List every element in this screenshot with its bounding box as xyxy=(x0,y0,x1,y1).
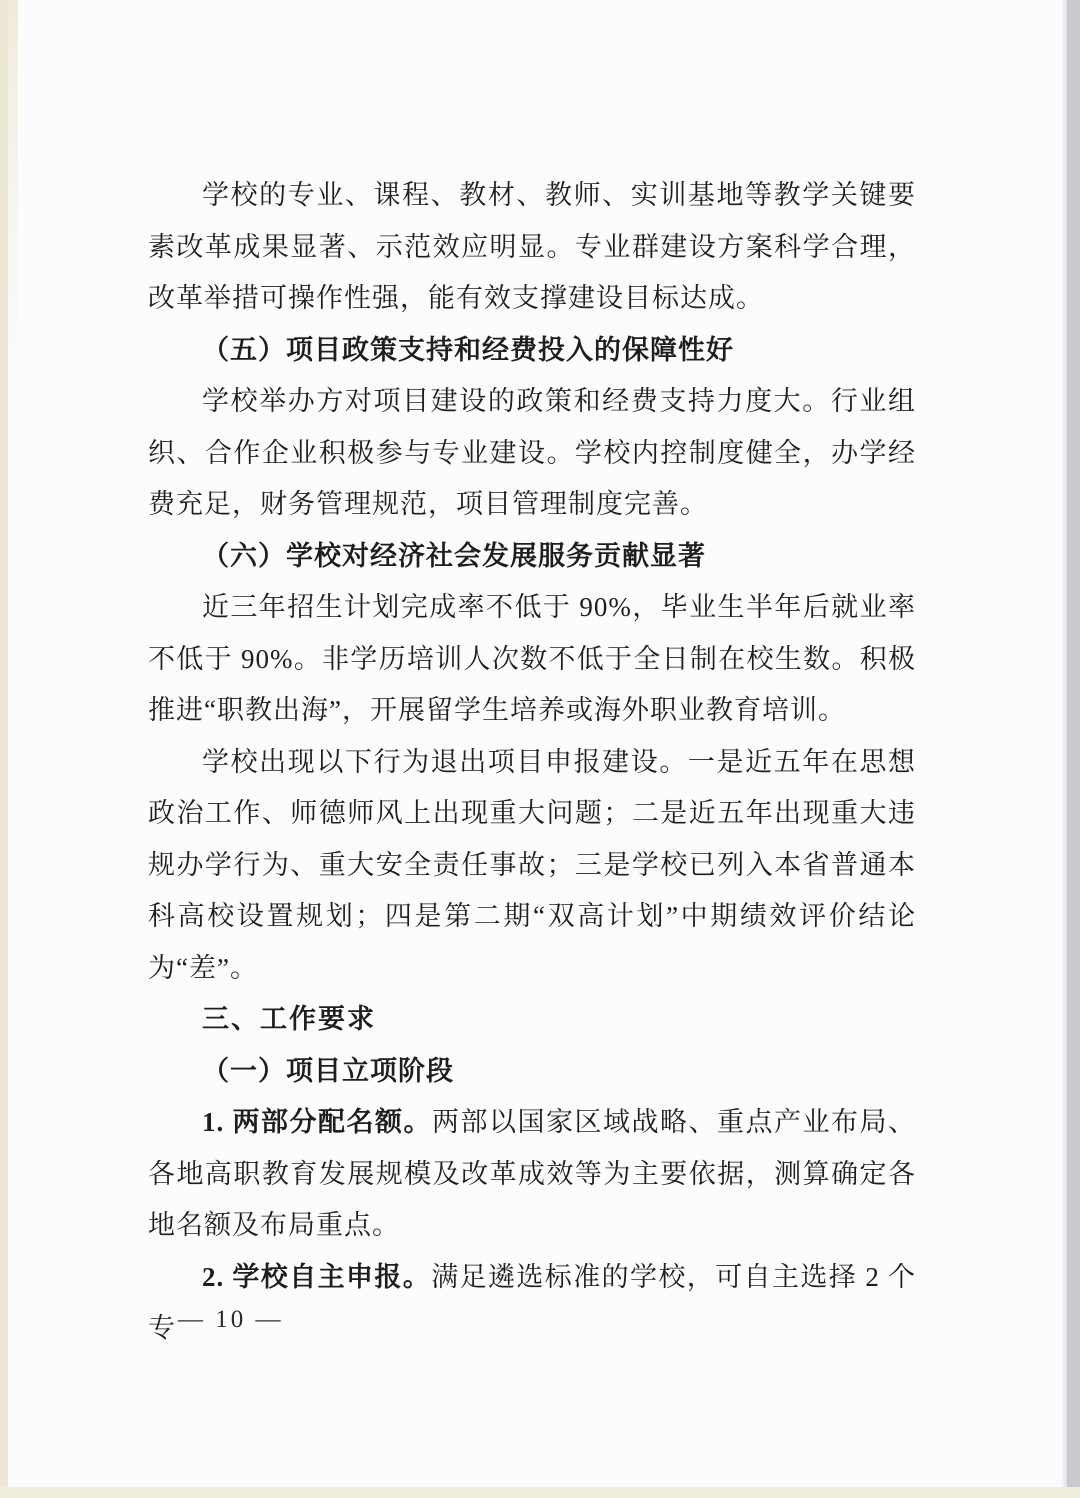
numbered-item-lead-1: 1. 两部分配名额。 xyxy=(202,1107,432,1137)
numbered-item-text-1: 两部以国家区域战略、重点产业布局、各地高职教育发展规模及改革成效等为主要依据，测算确定各地名额及布局重点。 xyxy=(148,1107,916,1240)
paragraph-enrollment-rates: 近三年招生计划完成率不低于 90%，毕业生半年后就业率不低于 90%。非学历培训人次数不低于全日制在校生数。积极推进“职教出海”，开展留学生培养或海外职业教育培训。 xyxy=(148,592,916,725)
subsection-heading-5: （五）项目政策支持和经费投入的保障性好 xyxy=(202,334,734,365)
page-number: — 10 — xyxy=(178,1306,284,1333)
subsection-heading-project-initiation: （一）项目立项阶段 xyxy=(202,1055,454,1086)
subsection-heading-6: （六）学校对经济社会发展服务贡献显著 xyxy=(202,540,706,571)
document-body xyxy=(148,170,916,1355)
numbered-item-text-2: 满足遴选标准的学校，可自主选择 2 个专 xyxy=(148,1261,917,1343)
paragraph-key-elements: 学校的专业、课程、教材、教师、实训基地等教学关键要素改革成果显著、示范效应明显。专业群建设方案科学合理，改革举措可操作性强，能有效支撑建设目标达成。 xyxy=(148,180,916,313)
scan-edge-left xyxy=(0,0,8,1498)
paragraph-withdrawal-conditions: 学校出现以下行为退出项目申报建设。一是近五年在思想政治工作、师德师风上出现重大问题；二是近五年出现重大违规办学行为、重大安全责任事故；三是学校已列入本省普通本科高校设置规划；四是第二期“双高计划”中期绩效评价结论为“差”。 xyxy=(148,746,916,983)
paragraph-quota-allocation xyxy=(148,1097,916,1252)
scan-edge-left-taper xyxy=(8,0,18,420)
scan-edge-right xyxy=(1067,0,1080,1498)
scan-edge-bottom xyxy=(0,1487,1080,1498)
paragraph-policy-support: 学校举办方对项目建设的政策和经费支持力度大。行业组织、合作企业积极参与专业建设。学校内控制度健全，办学经费充足，财务管理规范，项目管理制度完善。 xyxy=(148,386,916,519)
numbered-item-lead-2: 2. 学校自主申报。 xyxy=(202,1261,432,1292)
section-heading-work-requirements: 三、工作要求 xyxy=(202,1004,376,1034)
